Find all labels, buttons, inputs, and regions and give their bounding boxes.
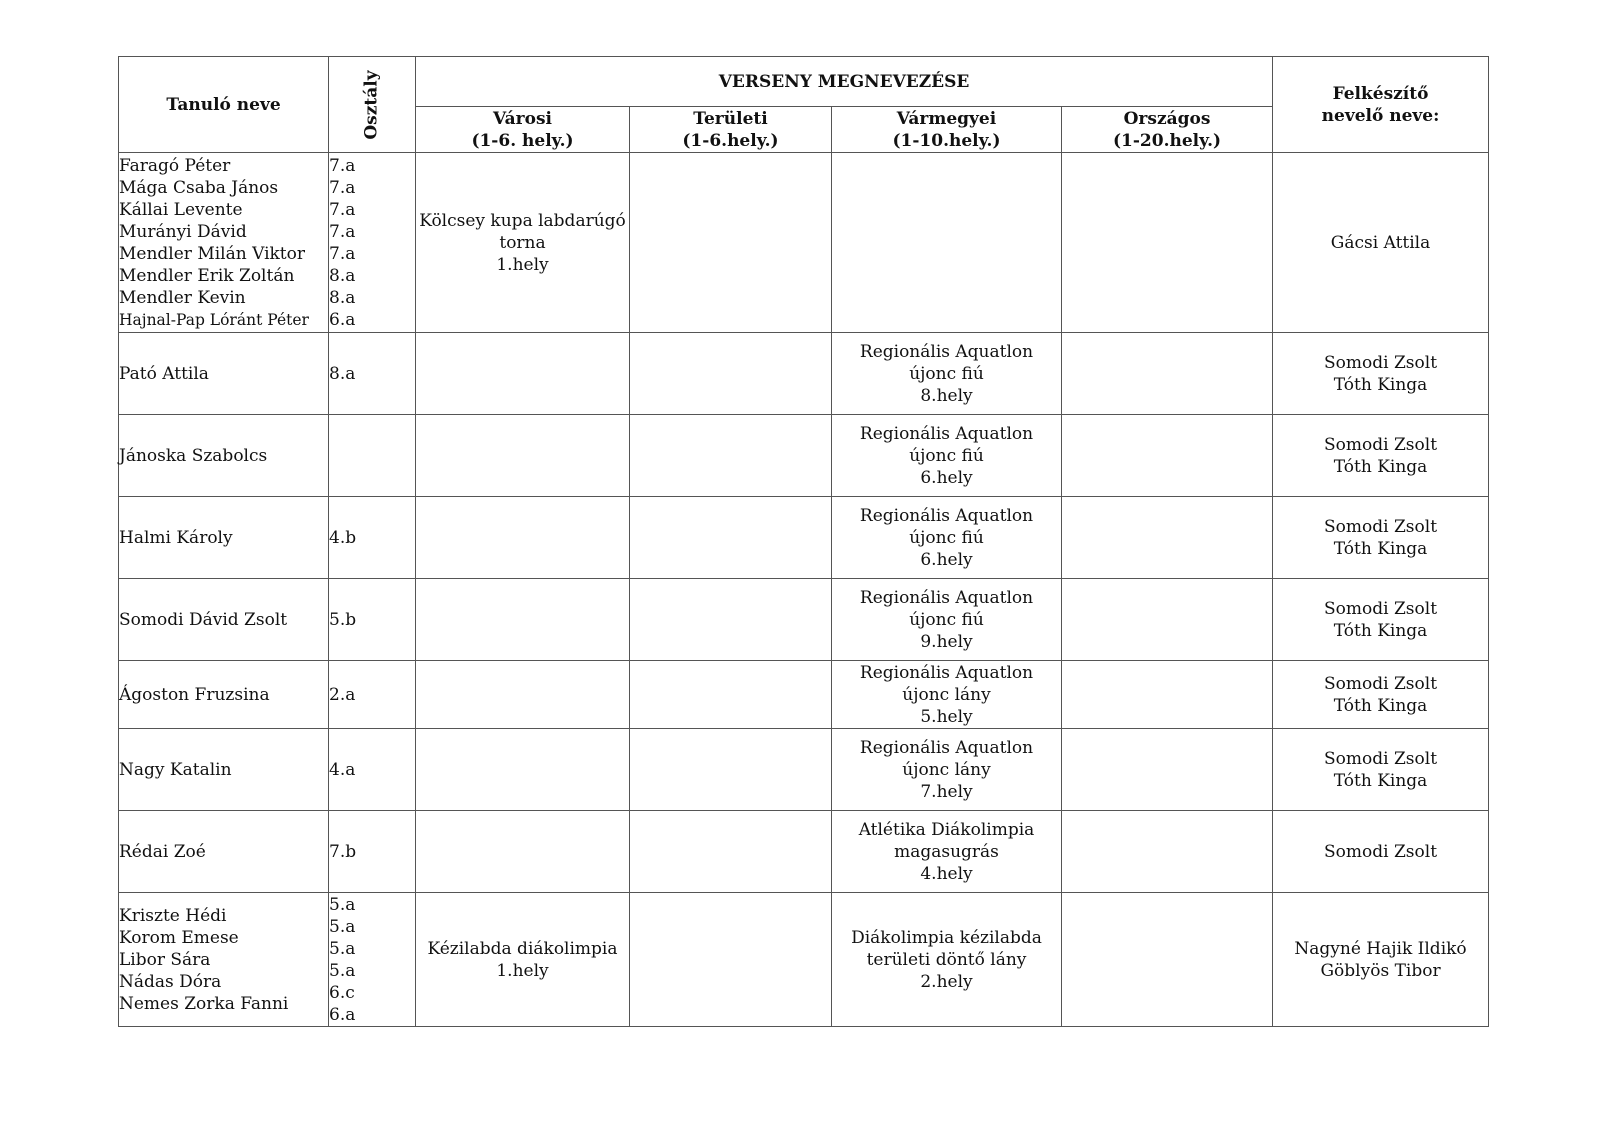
varmegyei-cell-line: Regionális Aquatlon [859, 737, 1034, 758]
header-level-varmegyei [832, 107, 1062, 153]
varosi-cell [416, 811, 630, 893]
header-competition: VERSENY MEGNEVEZÉSE [416, 57, 1273, 107]
varmegyei-cell-line: 8.hely [920, 385, 973, 406]
student-names-cell [119, 661, 329, 729]
class-cell-line: 6.a [329, 1004, 356, 1025]
varmegyei-cell [832, 415, 1062, 497]
varmegyei-cell-line: újonc lány [902, 684, 991, 705]
student-names-cell-line: Libor Sára [119, 949, 211, 970]
varmegyei-cell [832, 497, 1062, 579]
teruleti-cell [630, 579, 832, 661]
student-names-cell [119, 893, 329, 1027]
table-row [119, 893, 1489, 1027]
class-cell-line: 8.a [329, 265, 356, 286]
student-names-cell-line: Hajnal-Pap Lóránt Péter [119, 310, 309, 329]
varmegyei-cell-line: 6.hely [920, 467, 973, 488]
teacher-cell [1273, 811, 1489, 893]
class-cell-line: 2.a [329, 684, 356, 705]
header-level-varosi-name: Városi [493, 108, 552, 129]
teacher-cell-line: Somodi Zsolt [1324, 841, 1438, 862]
varosi-cell [416, 729, 630, 811]
teacher-cell [1273, 153, 1489, 333]
varosi-cell [416, 579, 630, 661]
orszagos-cell [1062, 893, 1273, 1027]
class-cell-line: 7.a [329, 243, 356, 264]
table-row [119, 579, 1489, 661]
orszagos-cell [1062, 661, 1273, 729]
student-names-cell-line: Mága Csaba János [119, 177, 279, 198]
table-row [119, 415, 1489, 497]
varmegyei-cell-line: Regionális Aquatlon [859, 505, 1034, 526]
header-level-orszagos [1062, 107, 1273, 153]
student-names-cell-line: Mendler Milán Viktor [119, 243, 306, 264]
varmegyei-cell [832, 153, 1062, 333]
orszagos-cell [1062, 811, 1273, 893]
class-cell [329, 153, 416, 333]
student-names-cell [119, 811, 329, 893]
teacher-cell-line: Somodi Zsolt [1324, 673, 1438, 694]
teacher-cell-line: Gácsi Attila [1330, 232, 1431, 253]
teacher-cell-line: Somodi Zsolt [1324, 598, 1438, 619]
student-names-cell [119, 153, 329, 333]
class-cell-line: 7.b [329, 841, 357, 862]
header-teacher-line2: nevelő neve: [1321, 105, 1440, 126]
varmegyei-cell-line: Regionális Aquatlon [859, 341, 1034, 362]
class-cell-line: 5.a [329, 938, 356, 959]
student-names-cell-line: Jánoska Szabolcs [119, 445, 268, 466]
header-level-varosi [416, 107, 630, 153]
teacher-cell [1273, 893, 1489, 1027]
class-cell-line: 7.a [329, 221, 356, 242]
student-names-cell-line: Murányi Dávid [119, 221, 247, 242]
header-class-label: Osztály [362, 69, 382, 140]
teacher-cell-line: Tóth Kinga [1333, 620, 1428, 641]
student-names-cell-line: Kállai Levente [119, 199, 243, 220]
varmegyei-cell-line: Regionális Aquatlon [859, 662, 1034, 683]
varosi-cell [416, 497, 630, 579]
header-level-teruleti-name: Területi [693, 108, 768, 129]
header-level-varosi-range: (1-6. hely.) [471, 130, 574, 151]
teacher-cell-line: Nagyné Hajik Ildikó [1294, 938, 1467, 959]
header-student-name: Tanuló neve [119, 57, 329, 153]
class-cell [329, 497, 416, 579]
class-cell-line: 6.a [329, 309, 356, 330]
class-cell-line: 7.a [329, 155, 356, 176]
header-class [329, 57, 416, 153]
teruleti-cell [630, 497, 832, 579]
teacher-cell [1273, 497, 1489, 579]
varmegyei-cell [832, 579, 1062, 661]
teacher-cell [1273, 333, 1489, 415]
results-table [118, 56, 1489, 1027]
teruleti-cell [630, 661, 832, 729]
varmegyei-cell [832, 729, 1062, 811]
header-level-teruleti-range: (1-6.hely.) [682, 130, 779, 151]
teacher-cell [1273, 729, 1489, 811]
varosi-cell [416, 893, 630, 1027]
teruleti-cell [630, 415, 832, 497]
class-cell-line: 4.a [329, 759, 356, 780]
varosi-cell [416, 415, 630, 497]
header-level-orszagos-range: (1-20.hely.) [1113, 130, 1222, 151]
varosi-cell-line: Kézilabda diákolimpia [427, 938, 618, 959]
student-names-cell [119, 579, 329, 661]
teacher-cell-line: Tóth Kinga [1333, 770, 1428, 791]
table-row [119, 811, 1489, 893]
teacher-cell-line: Somodi Zsolt [1324, 748, 1438, 769]
student-names-cell-line: Mendler Erik Zoltán [119, 265, 295, 286]
varmegyei-cell-line: újonc fiú [909, 363, 984, 384]
student-names-cell-line: Faragó Péter [119, 155, 231, 176]
teruleti-cell [630, 333, 832, 415]
varmegyei-cell-line: 2.hely [920, 971, 973, 992]
student-names-cell-line: Kriszte Hédi [119, 905, 227, 926]
student-names-cell-line: Somodi Dávid Zsolt [119, 609, 288, 630]
header-teacher [1273, 57, 1489, 153]
varmegyei-cell-line: újonc fiú [909, 609, 984, 630]
varmegyei-cell-line: 6.hely [920, 549, 973, 570]
teacher-cell-line: Tóth Kinga [1333, 374, 1428, 395]
varmegyei-cell-line: Regionális Aquatlon [859, 423, 1034, 444]
varmegyei-cell-line: 9.hely [920, 631, 973, 652]
orszagos-cell [1062, 415, 1273, 497]
class-cell-line: 4.b [329, 527, 357, 548]
varmegyei-cell-line: Atlétika Diákolimpia [858, 819, 1035, 840]
student-names-cell-line: Pató Attila [119, 363, 209, 384]
class-cell-line: 5.a [329, 894, 356, 915]
varosi-cell-line: 1.hely [496, 254, 549, 275]
class-cell [329, 333, 416, 415]
varmegyei-cell-line: Regionális Aquatlon [859, 587, 1034, 608]
student-names-cell-line: Nádas Dóra [119, 971, 222, 992]
varmegyei-cell [832, 811, 1062, 893]
results-body [119, 153, 1489, 1027]
orszagos-cell [1062, 497, 1273, 579]
table-row [119, 153, 1489, 333]
varmegyei-cell-line: területi döntő lány [866, 949, 1027, 970]
class-cell [329, 893, 416, 1027]
teacher-cell [1273, 579, 1489, 661]
varosi-cell-line: 1.hely [496, 960, 549, 981]
student-names-cell [119, 497, 329, 579]
student-names-cell-line: Korom Emese [119, 927, 239, 948]
class-cell-line: 6.c [329, 982, 355, 1003]
header-level-varmegyei-range: (1-10.hely.) [892, 130, 1001, 151]
student-names-cell-line: Nemes Zorka Fanni [119, 993, 289, 1014]
teacher-cell-line: Somodi Zsolt [1324, 434, 1438, 455]
varmegyei-cell-line: 4.hely [920, 863, 973, 884]
header-level-orszagos-name: Országos [1123, 108, 1211, 129]
teruleti-cell [630, 893, 832, 1027]
teacher-cell-line: Göblyös Tibor [1320, 960, 1441, 981]
header-level-teruleti [630, 107, 832, 153]
varmegyei-cell [832, 893, 1062, 1027]
varmegyei-cell-line: újonc fiú [909, 527, 984, 548]
table-row [119, 497, 1489, 579]
varmegyei-cell-line: 5.hely [920, 706, 973, 727]
varmegyei-cell-line: újonc lány [902, 759, 991, 780]
class-cell-line: 5.b [329, 609, 357, 630]
teacher-cell-line: Tóth Kinga [1333, 538, 1428, 559]
teacher-cell [1273, 661, 1489, 729]
table-row [119, 661, 1489, 729]
teacher-cell-line: Somodi Zsolt [1324, 516, 1438, 537]
teacher-cell-line: Tóth Kinga [1333, 456, 1428, 477]
orszagos-cell [1062, 729, 1273, 811]
teacher-cell [1273, 415, 1489, 497]
class-cell [329, 415, 416, 497]
header-level-varmegyei-name: Vármegyei [896, 108, 997, 129]
varosi-cell-line: Kölcsey kupa labdarúgó [419, 210, 626, 231]
class-cell-line: 8.a [329, 287, 356, 308]
varmegyei-cell [832, 333, 1062, 415]
table-row [119, 729, 1489, 811]
class-cell [329, 661, 416, 729]
student-names-cell-line: Ágoston Fruzsina [119, 684, 270, 705]
class-cell-line: 5.a [329, 916, 356, 937]
teacher-cell-line: Somodi Zsolt [1324, 352, 1438, 373]
varmegyei-cell [832, 661, 1062, 729]
varosi-cell [416, 661, 630, 729]
student-names-cell-line: Halmi Károly [119, 527, 233, 548]
teacher-cell-line: Tóth Kinga [1333, 695, 1428, 716]
teruleti-cell [630, 153, 832, 333]
varmegyei-cell-line: 7.hely [920, 781, 973, 802]
varmegyei-cell-line: Diákolimpia kézilabda [851, 927, 1042, 948]
class-cell-line: 5.a [329, 960, 356, 981]
class-cell-line: 7.a [329, 199, 356, 220]
student-names-cell-line: Rédai Zoé [119, 841, 206, 862]
student-names-cell [119, 333, 329, 415]
student-names-cell-line: Nagy Katalin [119, 759, 232, 780]
class-cell [329, 729, 416, 811]
table-row [119, 333, 1489, 415]
varmegyei-cell-line: magasugrás [894, 841, 999, 862]
student-names-cell [119, 729, 329, 811]
class-cell [329, 579, 416, 661]
student-names-cell [119, 415, 329, 497]
header-teacher-line1: Felkészítő [1332, 83, 1429, 104]
orszagos-cell [1062, 579, 1273, 661]
student-names-cell-line: Mendler Kevin [119, 287, 246, 308]
varosi-cell [416, 153, 630, 333]
teruleti-cell [630, 729, 832, 811]
class-cell-line: 7.a [329, 177, 356, 198]
class-cell-line: 8.a [329, 363, 356, 384]
orszagos-cell [1062, 153, 1273, 333]
teruleti-cell [630, 811, 832, 893]
orszagos-cell [1062, 333, 1273, 415]
varmegyei-cell-line: újonc fiú [909, 445, 984, 466]
class-cell [329, 811, 416, 893]
varosi-cell-line: torna [499, 232, 546, 253]
varosi-cell [416, 333, 630, 415]
